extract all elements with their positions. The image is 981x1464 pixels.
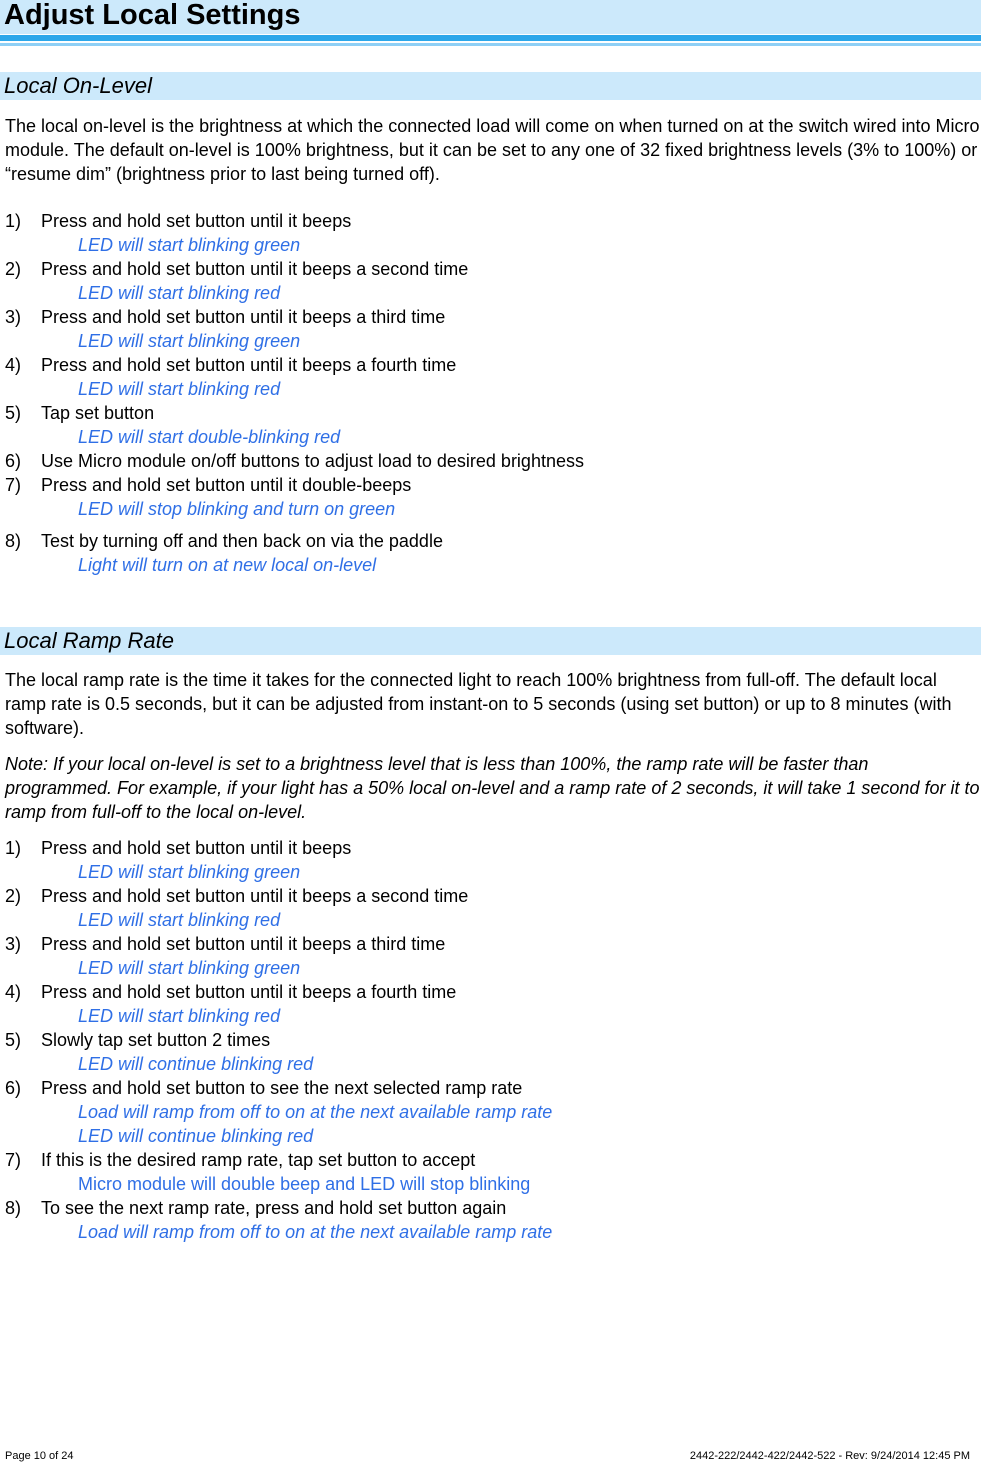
step-number: 7) bbox=[5, 475, 22, 495]
step-result: LED will start blinking green bbox=[78, 958, 301, 978]
step-instruction: If this is the desired ramp rate, tap set button to accept bbox=[41, 1150, 476, 1170]
step-result: Load will ramp from off to on at the next available ramp rate bbox=[78, 1102, 553, 1122]
step-result: LED will start blinking red bbox=[78, 379, 281, 399]
step-number: 3) bbox=[5, 934, 22, 954]
step-instruction: Press and hold set button until it beeps a third time bbox=[41, 934, 446, 954]
step-result: LED will start blinking green bbox=[78, 331, 301, 351]
step-result: LED will start blinking red bbox=[78, 283, 281, 303]
step-result: LED will continue blinking red bbox=[78, 1126, 314, 1146]
step-instruction: Use Micro module on/off buttons to adjust load to desired brightness bbox=[41, 451, 584, 471]
step-result: Light will turn on at new local on-level bbox=[78, 555, 377, 575]
step-number: 5) bbox=[5, 1030, 22, 1050]
step-instruction: To see the next ramp rate, press and hold set button again bbox=[41, 1198, 507, 1218]
step-result: Load will ramp from off to on at the next available ramp rate bbox=[78, 1222, 553, 1242]
step-number: 6) bbox=[5, 1078, 22, 1098]
step-number: 2) bbox=[5, 259, 22, 279]
section-heading-local-on-level: Local On-Level bbox=[4, 73, 152, 98]
step-instruction: Press and hold set button until it beeps a fourth time bbox=[41, 982, 457, 1002]
step-instruction: Tap set button bbox=[41, 403, 155, 423]
step-number: 6) bbox=[5, 451, 22, 471]
step-result: Micro module will double beep and LED will stop blinking bbox=[78, 1174, 531, 1194]
step-instruction: Press and hold set button until it beeps a second time bbox=[41, 886, 469, 906]
title-rule bbox=[0, 35, 981, 41]
step-number: 7) bbox=[5, 1150, 22, 1170]
step-number: 4) bbox=[5, 982, 22, 1002]
step-result: LED will start blinking red bbox=[78, 910, 281, 930]
step-instruction: Press and hold set button to see the next selected ramp rate bbox=[41, 1078, 523, 1098]
section-heading-local-ramp-rate: Local Ramp Rate bbox=[4, 628, 174, 653]
step-result: LED will start blinking red bbox=[78, 1006, 281, 1026]
step-instruction: Slowly tap set button 2 times bbox=[41, 1030, 271, 1050]
step-number: 1) bbox=[5, 838, 22, 858]
step-result: LED will start double-blinking red bbox=[78, 427, 341, 447]
section-intro: The local on-level is the brightness at which the connected load will come on when turned on at the switch wired into Micro module. The default on-level is 100% brightness, but it can be set to any one of 32 fixed brightness levels (3% to 100%) or “resume dim” (brightness prior to last being turned off). bbox=[5, 116, 980, 184]
document-revision: 2442-222/2442-422/2442-522 - Rev: 9/24/2014 12:45 PM bbox=[689, 1450, 970, 1462]
title-rule-secondary bbox=[0, 43, 981, 46]
step-number: 8) bbox=[5, 1198, 22, 1218]
page-title: Adjust Local Settings bbox=[4, 0, 301, 31]
step-number: 5) bbox=[5, 403, 22, 423]
step-instruction: Test by turning off and then back on via the paddle bbox=[41, 531, 443, 551]
step-result: LED will start blinking green bbox=[78, 235, 301, 255]
step-number: 2) bbox=[5, 886, 22, 906]
step-result: LED will continue blinking red bbox=[78, 1054, 314, 1074]
section-note: Note: If your local on-level is set to a brightness level that is less than 100%, the ramp rate will be faster than programmed. For example, if your light has a 50% local on-level and a ramp rate of 2 seconds, it will take 1 second for it to ramp from full-off to the local on-level. bbox=[5, 754, 980, 822]
step-instruction: Press and hold set button until it double-beeps bbox=[41, 475, 412, 495]
step-number: 3) bbox=[5, 307, 22, 327]
step-instruction: Press and hold set button until it beeps bbox=[41, 211, 352, 231]
step-number: 4) bbox=[5, 355, 22, 375]
step-instruction: Press and hold set button until it beeps a fourth time bbox=[41, 355, 457, 375]
step-number: 8) bbox=[5, 531, 22, 551]
page-number: Page 10 of 24 bbox=[5, 1450, 74, 1462]
step-result: LED will stop blinking and turn on green bbox=[78, 499, 396, 519]
section-intro: The local ramp rate is the time it takes for the connected light to reach 100% brightness from full-off. The default local ramp rate is 0.5 seconds, but it can be adjusted from instant-on to 5 seconds (using set button) or up to 8 minutes (with software). bbox=[5, 670, 952, 738]
step-instruction: Press and hold set button until it beeps bbox=[41, 838, 352, 858]
step-number: 1) bbox=[5, 211, 22, 231]
step-instruction: Press and hold set button until it beeps a third time bbox=[41, 307, 446, 327]
step-instruction: Press and hold set button until it beeps a second time bbox=[41, 259, 469, 279]
step-result: LED will start blinking green bbox=[78, 862, 301, 882]
